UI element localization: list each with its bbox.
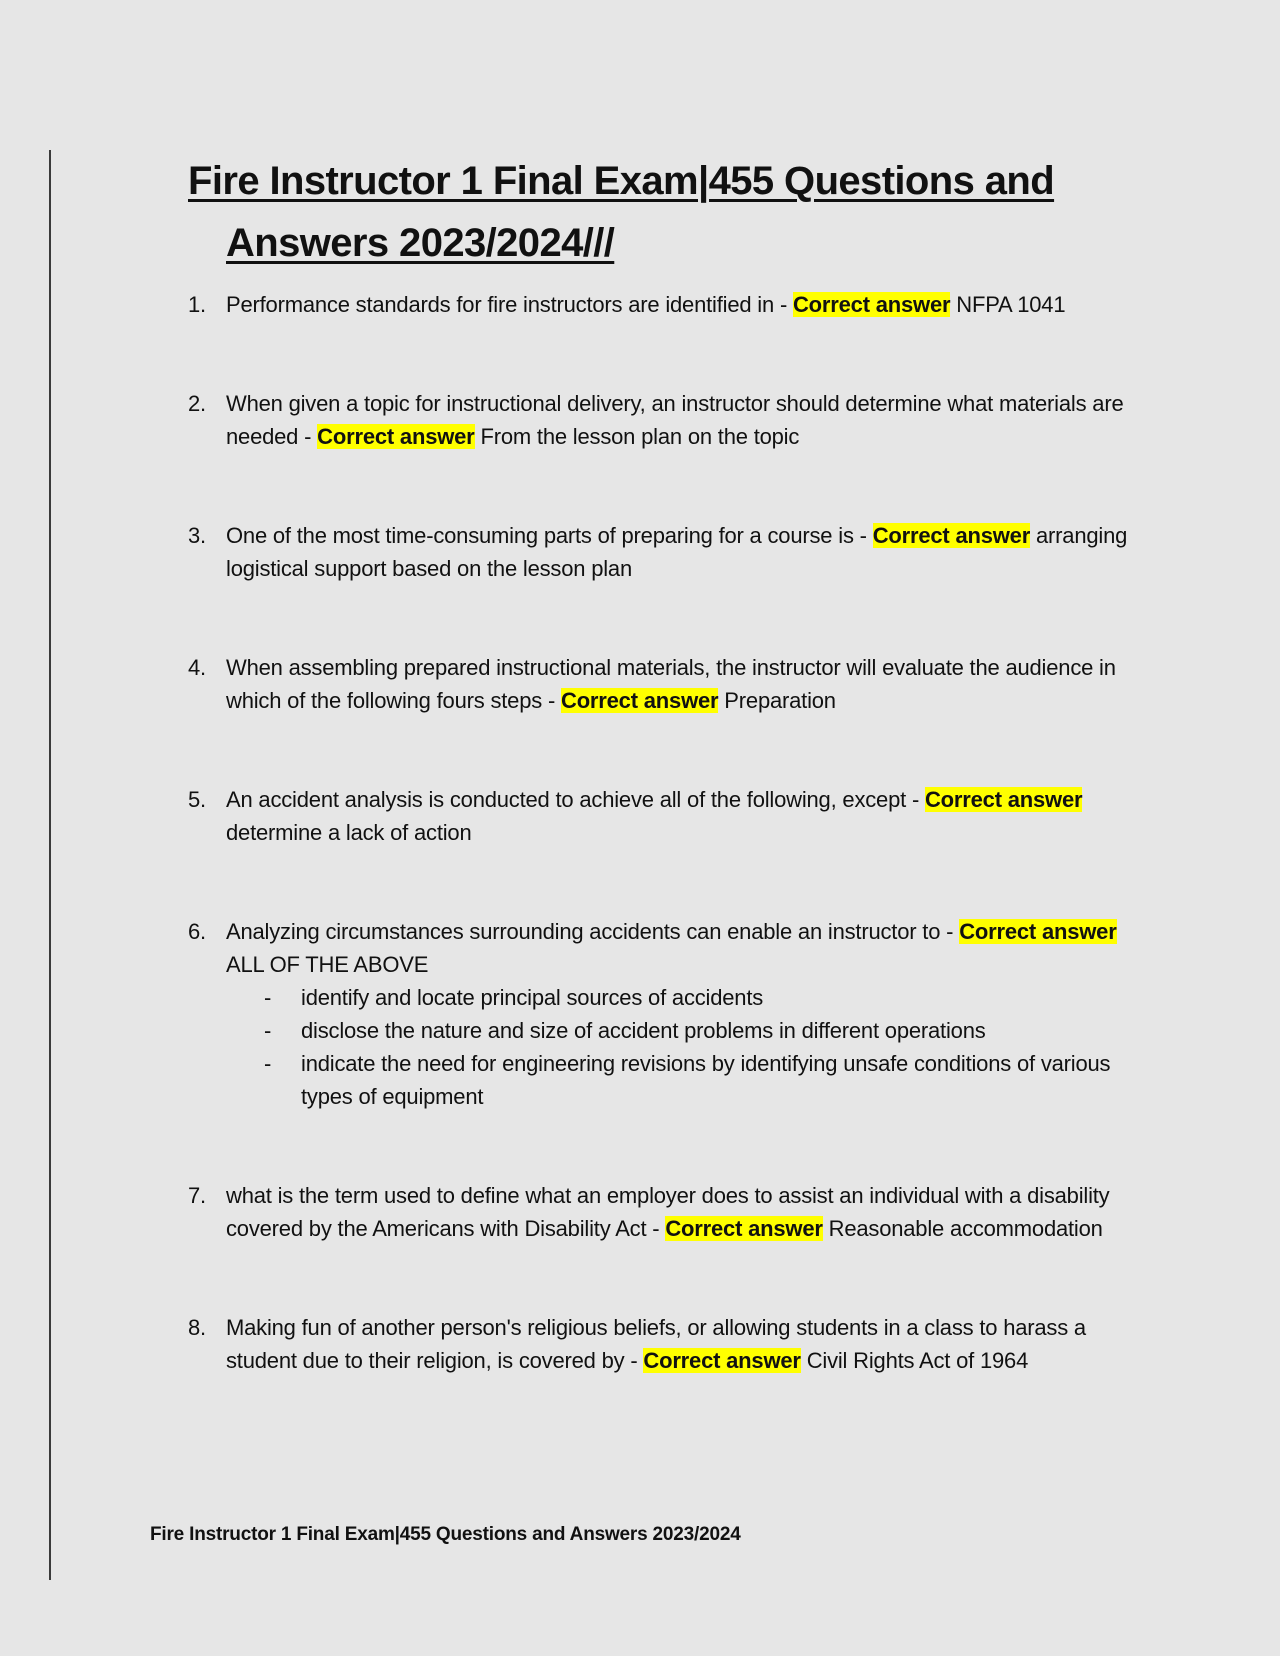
answer-text: ALL OF THE ABOVE [226, 952, 429, 977]
question-item [188, 783, 1138, 849]
question-text: Making fun of another person's religious beliefs, or allowing students in a class to harass a student due to their religion, is covered by - [226, 1315, 1086, 1373]
sub-item [264, 981, 1138, 1014]
dash-bullet: - [264, 1051, 272, 1076]
question-text: One of the most time-consuming parts of preparing for a course is - [226, 523, 873, 548]
sub-item [264, 1014, 1138, 1047]
answer-text: arranging logistical support based on the lesson plan [226, 523, 1128, 581]
answer-sublist [226, 981, 1138, 1113]
answer-text: Reasonable accommodation [822, 1216, 1103, 1241]
answer-text: NFPA 1041 [950, 292, 1066, 317]
question-number: 8. [188, 1315, 206, 1340]
question-number: 2. [188, 391, 206, 416]
question-item [188, 288, 1138, 321]
sub-item [264, 1047, 1138, 1113]
answer-text: determine a lack of action [226, 820, 472, 845]
page-footer: Fire Instructor 1 Final Exam|455 Questions and Answers 2023/2024 [150, 1524, 741, 1545]
question-text: Performance standards for fire instructors are identified in - [226, 292, 793, 317]
correct-answer-highlight: Correct answer [561, 688, 719, 713]
answer-text: Civil Rights Act of 1964 [800, 1348, 1029, 1373]
dash-bullet: - [264, 1018, 272, 1043]
correct-answer-highlight: Correct answer [643, 1348, 801, 1373]
question-number: 4. [188, 655, 206, 680]
sub-item-text: identify and locate principal sources of accidents [301, 985, 764, 1010]
question-item [188, 1179, 1138, 1245]
question-item [188, 519, 1138, 585]
question-text: Analyzing circumstances surrounding accidents can enable an instructor to - [226, 919, 960, 944]
question-item [188, 387, 1138, 453]
question-item [188, 915, 1138, 1113]
correct-answer-highlight: Correct answer [872, 523, 1031, 548]
question-number: 6. [188, 919, 206, 944]
question-text: An accident analysis is conducted to achieve all of the following, except - [226, 787, 925, 812]
title-line-2: Answers 2023/2024/// [226, 221, 615, 265]
question-item [188, 1311, 1138, 1377]
question-text: When assembling prepared instructional materials, the instructor will evaluate the audience in which of the following fours steps - [226, 655, 1116, 713]
question-number: 5. [188, 787, 206, 812]
correct-answer-highlight: Correct answer [959, 919, 1117, 944]
sub-item-text: disclose the nature and size of accident problems in different operations [301, 1018, 986, 1043]
answer-text: Preparation [718, 688, 836, 713]
correct-answer-highlight: Correct answer [317, 424, 475, 449]
question-text: what is the term used to define what an employer does to assist an individual with a disability covered by the Americans with Disability Act - [226, 1183, 1110, 1241]
question-number: 7. [188, 1183, 206, 1208]
margin-rule [49, 150, 51, 1580]
question-number: 3. [188, 523, 206, 548]
page-title [188, 150, 1128, 274]
correct-answer-highlight: Correct answer [665, 1216, 823, 1241]
correct-answer-highlight: Correct answer [792, 292, 951, 317]
title-line-1: Fire Instructor 1 Final Exam|455 Questions and [188, 159, 1055, 203]
question-text: When given a topic for instructional delivery, an instructor should determine what materials are needed - [226, 391, 1124, 449]
answer-text: From the lesson plan on the topic [474, 424, 800, 449]
sub-item-text: indicate the need for engineering revisions by identifying unsafe conditions of various types of equipment [301, 1051, 1111, 1109]
correct-answer-highlight: Correct answer [924, 787, 1083, 812]
question-number: 1. [188, 292, 206, 317]
question-item [188, 651, 1138, 717]
question-list [188, 288, 1138, 1377]
dash-bullet: - [264, 985, 272, 1010]
